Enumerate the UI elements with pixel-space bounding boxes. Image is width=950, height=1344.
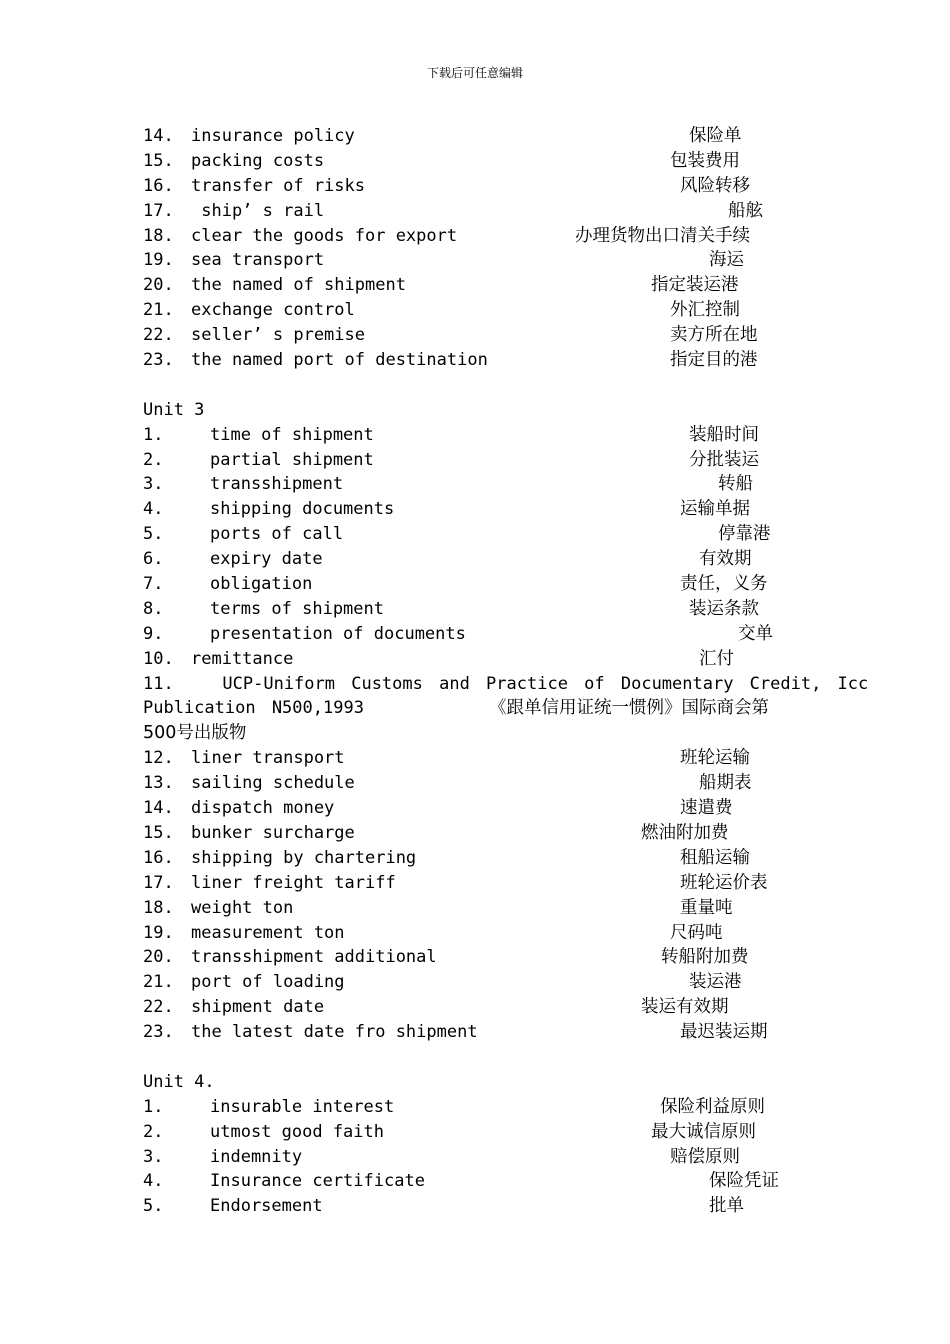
item-number: 10.	[143, 648, 174, 669]
unit3-list-a	[143, 423, 808, 672]
item-number: 1.	[143, 424, 164, 445]
item-number: 15.	[143, 822, 174, 843]
item-term: shipping by chartering	[191, 847, 417, 868]
list-item	[143, 199, 808, 224]
list-item	[143, 1095, 808, 1120]
item-term: Endorsement	[210, 1196, 323, 1217]
item-number: 6.	[143, 549, 164, 570]
item-term: transshipment	[210, 474, 344, 495]
item-term: insurance policy	[191, 126, 355, 146]
item-number: 14.	[143, 798, 174, 819]
item-number: 8.	[143, 598, 164, 619]
item-term: seller’ s premise	[191, 325, 365, 346]
item-translation: 装船时间	[689, 424, 759, 445]
item-number: 9.	[143, 623, 164, 644]
list-item	[143, 448, 808, 473]
item-number: 5.	[143, 524, 164, 545]
list-item	[143, 921, 808, 946]
list-item	[143, 871, 808, 896]
item-translation: 船舷	[728, 200, 763, 221]
list-item	[143, 1145, 808, 1170]
item-translation: 班轮运价表	[680, 872, 768, 893]
list-item	[143, 248, 808, 273]
item-term: exchange control	[191, 300, 355, 321]
item-number: 17.	[143, 200, 174, 221]
list-item	[143, 896, 808, 921]
unit3-list-b	[143, 746, 808, 1045]
list-item	[143, 572, 808, 597]
item-number: 3.	[143, 1146, 164, 1167]
item-term: port of loading	[191, 972, 345, 993]
item-term: terms of shipment	[210, 598, 384, 619]
unit2-tail-list	[143, 124, 808, 373]
list-item	[143, 472, 808, 497]
item-term: liner freight tariff	[191, 872, 396, 893]
item-term: dispatch money	[191, 798, 335, 819]
item-term: liner transport	[191, 748, 345, 769]
item-term: remittance	[191, 648, 294, 669]
item-number: 18.	[143, 225, 174, 246]
item-translation: 班轮运输	[680, 748, 750, 769]
list-item	[143, 796, 808, 821]
item-number: 17.	[143, 872, 174, 893]
item-term: indemnity	[210, 1146, 303, 1167]
item-number: 22.	[143, 325, 174, 346]
item-number: 23.	[143, 350, 174, 371]
item-11-line-3	[143, 721, 808, 746]
list-item	[143, 547, 808, 572]
item-term: sailing schedule	[191, 773, 355, 794]
item-number: 16.	[143, 175, 174, 196]
item-translation: 办理货物出口清关手续	[575, 225, 750, 246]
item-term: insurable interest	[210, 1096, 395, 1117]
item-term: ship’ s rail	[191, 200, 325, 221]
list-item	[143, 945, 808, 970]
item-term: transshipment additional	[191, 947, 437, 968]
list-item	[143, 970, 808, 995]
item-translation: 风险转移	[680, 175, 750, 196]
item-number: 14.	[143, 126, 174, 146]
item-term: presentation of documents	[210, 623, 466, 644]
item-number: 3.	[143, 474, 164, 495]
item-term: expiry date	[210, 549, 323, 570]
item-term: Insurance certificate	[210, 1171, 425, 1192]
item-translation: 装运港	[689, 972, 742, 993]
item-translation: 汇付	[699, 648, 734, 669]
list-item	[143, 1120, 808, 1145]
list-item	[143, 647, 808, 672]
item-term: time of shipment	[210, 424, 374, 445]
item-translation: 速遣费	[680, 798, 733, 819]
page-header: 下载后可任意编辑	[426, 66, 523, 80]
list-item	[143, 298, 808, 323]
item-term: weight ton	[191, 897, 294, 918]
item-term: clear the goods for export	[191, 225, 458, 246]
list-item	[143, 174, 808, 199]
item-translation: 指定目的港	[670, 350, 758, 371]
list-item	[143, 149, 808, 174]
item-translation: 停靠港	[718, 524, 771, 545]
item-number: 16.	[143, 847, 174, 868]
item-number: 19.	[143, 922, 174, 943]
item-translation: 海运	[709, 250, 744, 271]
unit3-heading: Unit 3	[143, 399, 205, 420]
item-translation: 指定装运港	[651, 275, 739, 296]
item-translation: 保险凭证	[709, 1171, 779, 1192]
item-term: the latest date fro shipment	[191, 1022, 478, 1043]
item-number: 22.	[143, 997, 174, 1018]
item-term: packing costs	[191, 150, 325, 171]
list-item	[143, 821, 808, 846]
item-number: 21.	[143, 300, 174, 321]
item-translation: 分批装运	[689, 449, 759, 470]
document-body	[143, 124, 869, 1219]
list-item	[143, 423, 808, 448]
item-translation: 燃油附加费	[641, 822, 729, 843]
list-item	[143, 1169, 808, 1194]
item-number: 13.	[143, 773, 174, 794]
item-number: 7.	[143, 574, 164, 595]
item-translation: 保险单	[689, 126, 742, 146]
item-translation: 卖方所在地	[670, 325, 758, 346]
item-number: 2.	[143, 449, 164, 470]
item-number: 18.	[143, 897, 174, 918]
list-item	[143, 597, 808, 622]
item-11-line-1	[143, 672, 869, 697]
item-number: 20.	[143, 947, 174, 968]
item-translation: 批单	[709, 1196, 744, 1217]
list-item	[143, 1194, 808, 1219]
item-translation: 重量吨	[680, 897, 733, 918]
item-11-translation: 《跟单信用证统一惯例》国际商会第	[489, 698, 769, 719]
list-item	[143, 1020, 808, 1045]
unit4-list	[143, 1095, 808, 1219]
item-term: bunker surcharge	[191, 822, 355, 843]
item-11-publication: Publication N500,1993	[143, 698, 364, 719]
item-term: utmost good faith	[210, 1121, 384, 1142]
list-item	[143, 771, 808, 796]
item-translation: 责任，义务	[680, 574, 768, 595]
item-translation: 外汇控制	[670, 300, 740, 321]
list-item	[143, 273, 808, 298]
spacer	[143, 373, 808, 398]
item-term: obligation	[210, 574, 313, 595]
item-term: shipment date	[191, 997, 325, 1018]
item-translation: 赔偿原则	[670, 1146, 740, 1167]
list-item	[143, 224, 808, 249]
item-term: transfer of risks	[191, 175, 365, 196]
list-item	[143, 348, 808, 373]
item-translation: 包装费用	[670, 150, 740, 171]
item-term: ports of call	[210, 524, 344, 545]
item-number: 4.	[143, 499, 164, 520]
item-term: partial shipment	[210, 449, 374, 470]
item-translation: 装运条款	[689, 598, 759, 619]
unit4-heading: Unit 4.	[143, 1071, 215, 1092]
item-number: 23.	[143, 1022, 174, 1043]
item-11-text: 11. UCP-Uniform Customs and Practice of Documentary Credit, Icc	[143, 673, 869, 694]
item-number: 4.	[143, 1171, 164, 1192]
item-11-line-2	[143, 696, 808, 721]
item-translation: 交单	[738, 623, 773, 644]
list-item	[143, 522, 808, 547]
item-translation: 保险利益原则	[660, 1096, 765, 1117]
list-item	[143, 497, 808, 522]
list-item	[143, 124, 808, 149]
spacer	[143, 1045, 808, 1070]
item-number: 21.	[143, 972, 174, 993]
item-translation: 租船运输	[680, 847, 750, 868]
item-number: 20.	[143, 275, 174, 296]
item-term: shipping documents	[210, 499, 395, 520]
list-item	[143, 622, 808, 647]
item-translation: 转船附加费	[661, 947, 749, 968]
item-translation: 最大诚信原则	[651, 1121, 756, 1142]
item-term: the named port of destination	[191, 350, 488, 371]
item-term: the named of shipment	[191, 275, 406, 296]
item-translation: 有效期	[699, 549, 752, 570]
item-translation: 船期表	[699, 773, 752, 794]
item-term: sea transport	[191, 250, 325, 271]
item-translation: 运输单据	[680, 499, 750, 520]
item-number: 1.	[143, 1096, 164, 1117]
item-translation: 尺码吨	[670, 922, 723, 943]
list-item	[143, 995, 808, 1020]
item-number: 5.	[143, 1196, 164, 1217]
item-number: 12.	[143, 748, 174, 769]
item-11-translation-cont: 500号出版物	[143, 723, 247, 744]
list-item	[143, 323, 808, 348]
item-term: measurement ton	[191, 922, 345, 943]
list-item	[143, 746, 808, 771]
item-translation: 装运有效期	[641, 997, 729, 1018]
item-number: 2.	[143, 1121, 164, 1142]
item-number: 19.	[143, 250, 174, 271]
list-item	[143, 846, 808, 871]
item-translation: 转船	[718, 474, 753, 495]
item-translation: 最迟装运期	[680, 1022, 768, 1043]
item-number: 15.	[143, 150, 174, 171]
